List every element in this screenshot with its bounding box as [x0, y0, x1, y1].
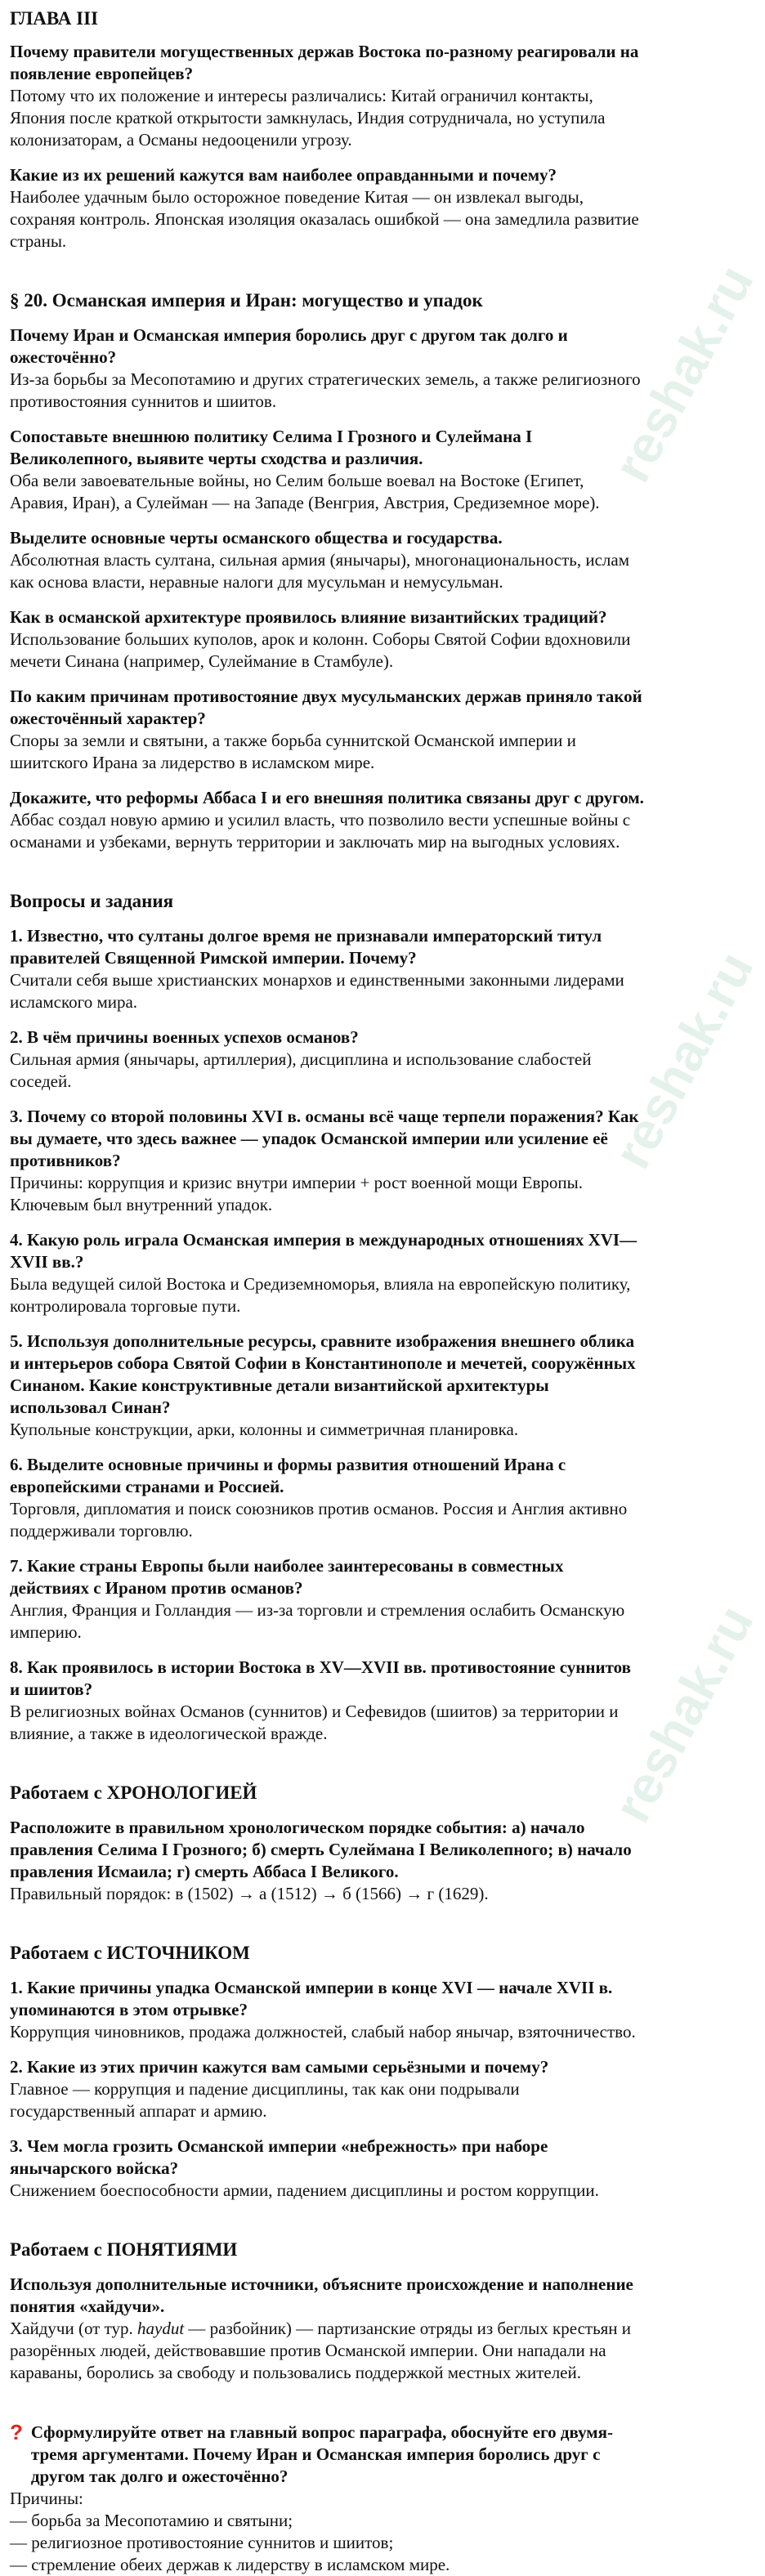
section-qa — [10, 426, 644, 514]
source-answer: Снижением боеспособности армии, падением дисциплины и ростом коррупции. — [10, 2180, 599, 2200]
intro-answer: Наиболее удачным было осторожное поведение Китая — он извлекал выгоды, сохраняя контроль. Японская изоляция оказалась ошибкой — она замедлила развитие страны. — [10, 187, 639, 251]
questions-heading: Вопросы и задания — [10, 891, 174, 911]
section-question: Как в османской архитектуре проявилось влияние византийских традиций? — [10, 607, 607, 627]
section-question: По каким причинам противостояние двух мусульманских держав приняло такой ожесточённый характер? — [10, 686, 642, 728]
question-mark-icon: ? — [10, 2420, 23, 2444]
question-text: 7. Какие страны Европы были наиболее заинтересованы в совместных действиях с Ираном против османов? — [10, 1556, 564, 1598]
question-item — [10, 1026, 644, 1093]
section-qa — [10, 324, 644, 413]
source-qa — [10, 2056, 644, 2122]
concepts-answer-end: — разбойник) — партизанские отряды из беглых крестьян и разорённых людей, действовавшие против Османской империи. Они нападали на караваны, боролись за свободу и пользовались поддержкой местных жителей. — [10, 2319, 632, 2382]
question-text: 8. Как проявилось в истории Востока в XV—XVII вв. противостояние суннитов и шиитов? — [10, 1657, 631, 1699]
question-item — [10, 1454, 644, 1542]
section-qa — [10, 527, 644, 593]
intro-qa — [10, 41, 644, 151]
section-question: Почему Иран и Османская империя боролись друг с другом так долго и ожесточённо? — [10, 325, 568, 367]
question-text: 2. В чём причины военных успехов османов? — [10, 1027, 359, 1047]
concepts-answer — [10, 2318, 644, 2384]
question-text: 4. Какую роль играла Османская империя в международных отношениях XVI—XVII вв.? — [10, 1230, 638, 1272]
final-answer: Причины: — борьба за Месопотамию и святыни; — религиозное противостояние суннитов и шиитов; — стремление обеих держав к лидерству в исламском мире. — [10, 2489, 450, 2574]
question-item — [10, 1555, 644, 1644]
source-heading: Работаем с ИСТОЧНИКОМ — [10, 1943, 250, 1963]
section-question: Докажите, что реформы Аббаса I и его внешняя политика связаны друг с другом. — [10, 788, 644, 807]
final-question: Сформулируйте ответ на главный вопрос параграфа, обоснуйте его двумя-тремя аргументами. Почему Иран и Османская империя боролись друг с другом так долго и ожесточённо? — [30, 2422, 613, 2486]
watermark: reshak.ru — [602, 1595, 765, 1832]
section-answer: Оба вели завоевательные войны, но Селим больше воевал на Востоке (Египет, Аравия, Иран), а Сулейман — на Западе (Венгрия, Австрия, Средиземное море). — [10, 471, 600, 512]
source-qa — [10, 2135, 644, 2202]
answer-text: Англия, Франция и Голландия — из-за торговли и стремления ослабить Османскую империю. — [10, 1600, 625, 1642]
source-qa — [10, 1977, 644, 2043]
question-item — [10, 1106, 644, 1216]
watermark: reshak.ru — [602, 255, 765, 492]
section-title: § 20. Османская империя и Иран: могущество и упадок — [10, 290, 483, 311]
section-answer: Аббас создал новую армию и усилил власть, что позволило вести успешные войны с османами и узбеками, вернуть территории и заключать мир на выгодных условиях. — [10, 810, 631, 852]
source-answer: Главное — коррупция и падение дисциплины, так как они подрывали государственный аппарат и армию. — [10, 2079, 520, 2121]
section-answer: Использование больших куполов, арок и колонн. Соборы Святой Софии вдохновили мечети Синана (например, Сулеймание в Стамбуле). — [10, 629, 631, 671]
section-qa — [10, 787, 644, 853]
intro-answer: Потому что их положение и интересы различались: Китай ограничил контакты, Япония после краткой открытости замкнулась, Индия сотрудничала, но уступила колонизаторам, а Османы недооценили угрозу. — [10, 86, 606, 150]
intro-question: Почему правители могущественных держав Востока по-разному реагировали на появление европейцев? — [10, 42, 639, 83]
chronology-question: Расположите в правильном хронологическом порядке события: а) начало правления Селима I Грозного; б) смерть Сулеймана I Великолепного; в) начало правления Исмаила; г) смерть Аббаса I Великого. — [10, 1818, 632, 1881]
source-question: 3. Чем могла грозить Османской империи «небрежность» при наборе янычарского войска? — [10, 2136, 548, 2178]
section-answer: Споры за земли и святыни, а также борьба суннитской Османской империи и шиитского Ирана за лидерство в исламском мире. — [10, 731, 576, 772]
section-qa — [10, 686, 644, 774]
question-item — [10, 925, 644, 1013]
source-answer: Коррупция чиновников, продажа должностей, слабый набор янычар, взяточничество. — [10, 2022, 636, 2042]
concepts-question: Используя дополнительные источники, объясните происхождение и наполнение понятия «хайдучи». — [10, 2274, 633, 2316]
source-question: 2. Какие из этих причин кажутся вам самыми серьёзными и почему? — [10, 2057, 549, 2077]
answer-text: Была ведущей силой Востока и Средиземноморья, влияла на европейскую политику, контролировала торговые пути. — [10, 1274, 631, 1316]
answer-text: Причины: коррупция и кризис внутри империи + рост военной мощи Европы. Ключевым был внутренний упадок. — [10, 1173, 584, 1214]
final-qa — [10, 2422, 644, 2576]
concepts-qa — [10, 2274, 644, 2384]
question-item — [10, 1330, 644, 1441]
source-question: 1. Какие причины упадка Османской империи в конце XVI — начале XVII в. упоминаются в этом отрывке? — [10, 1978, 613, 2019]
concepts-answer-start: Хайдучи (от тур. — [10, 2319, 138, 2338]
intro-qa — [10, 164, 644, 253]
question-text: 5. Используя дополнительные ресурсы, сравните изображения внешнего облика и интерьеров собора Святой Софии в Константинополе и мечетей, сооружённых Синаном. Какие конструктивные детали византийской архитектуры использовал Синан? — [10, 1331, 636, 1417]
concepts-term: haydut — [137, 2319, 185, 2338]
answer-text: Купольные конструкции, арки, колонны и симметричная планировка. — [10, 1420, 519, 1439]
answer-text: Сильная армия (янычары, артиллерия), дисциплина и использование слабостей соседей. — [10, 1049, 592, 1091]
section-qa — [10, 606, 644, 673]
chronology-heading: Работаем с ХРОНОЛОГИЕЙ — [10, 1782, 257, 1803]
answer-text: Торговля, дипломатия и поиск союзников против османов. Россия и Англия активно поддерживали торговлю. — [10, 1499, 628, 1541]
chapter-title: ГЛАВА III — [10, 8, 99, 29]
section-answer: Из-за борьбы за Месопотамию и других стратегических земель, а также религиозного противостояния суннитов и шиитов. — [10, 369, 641, 411]
final-question-row — [10, 2422, 644, 2488]
concepts-heading: Работаем с ПОНЯТИЯМИ — [10, 2239, 238, 2260]
question-text: 3. Почему со второй половины XVI в. османы всё чаще терпели поражения? Как вы думаете, что здесь важнее — упадок Османской империи или усиление её противников? — [10, 1107, 639, 1170]
section-question: Выделите основные черты османского общества и государства. — [10, 528, 503, 548]
question-text: 1. Известно, что султаны долгое время не признавали императорский титул правителей Священной Римской империи. Почему? — [10, 926, 602, 968]
watermark: reshak.ru — [602, 941, 765, 1178]
question-item — [10, 1229, 644, 1317]
section-answer: Абсолютная власть султана, сильная армия (янычары), многонациональность, ислам как основа власти, неравные налоги для мусульман и немусульман. — [10, 550, 629, 592]
intro-question: Какие из их решений кажутся вам наиболее оправданными и почему? — [10, 165, 557, 185]
answer-text: В религиозных войнах Османов (суннитов) и Сефевидов (шиитов) за территории и влияние, а также в идеологической вражде. — [10, 1702, 619, 1743]
chronology-qa — [10, 1817, 644, 1905]
answer-text: Считали себя выше христианских монархов и единственными законными лидерами исламского мира. — [10, 970, 624, 1012]
chronology-answer: Правильный порядок: в (1502) → а (1512) → б (1566) → г (1629). — [10, 1884, 489, 1903]
question-item — [10, 1657, 644, 1745]
section-question: Сопоставьте внешнюю политику Селима I Грозного и Сулеймана I Великолепного, выявите черты сходства и различия. — [10, 427, 533, 468]
question-text: 6. Выделите основные причины и формы развития отношений Ирана с европейскими странами и Россией. — [10, 1455, 566, 1496]
